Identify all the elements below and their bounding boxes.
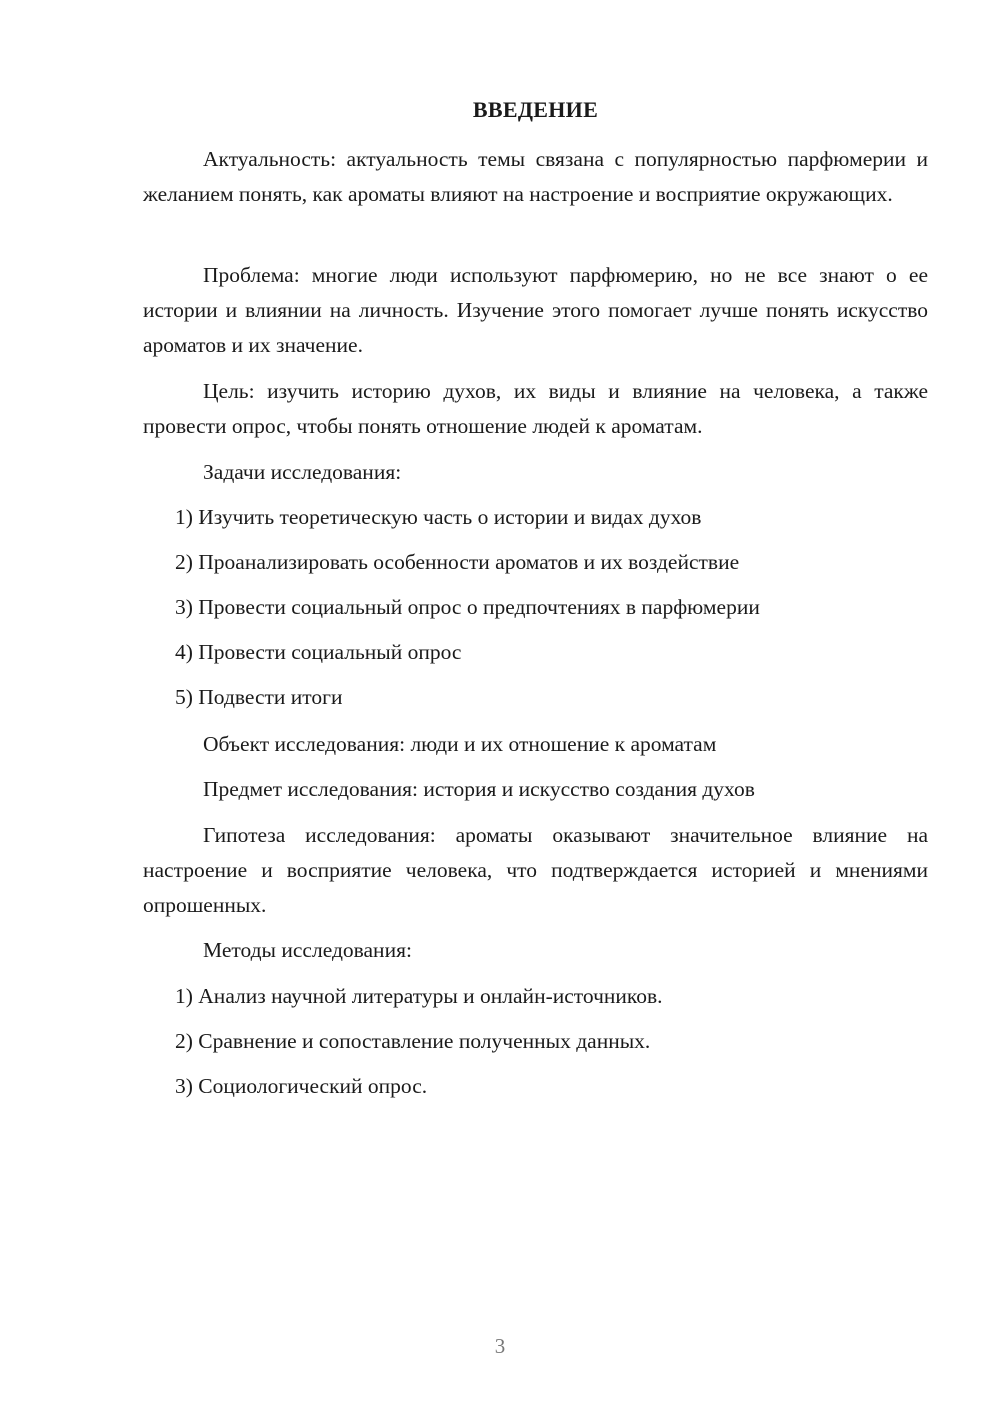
methods-title: Методы исследования: bbox=[203, 938, 412, 962]
section-heading: ВВЕДЕНИЕ bbox=[472, 97, 599, 122]
hypothesis-paragraph: Гипотеза исследования: ароматы оказывают значительное влияние на настроение и восприятие человека, что подтверждается историей и мнениями опрошенных. bbox=[143, 823, 928, 917]
task-item: 5) Подвести итоги bbox=[175, 685, 343, 709]
research-subject: Предмет исследования: история и искусство создания духов bbox=[203, 777, 755, 801]
relevance-paragraph: Актуальность: актуальность темы связана с популярностью парфюмерии и желанием понять, как ароматы влияют на настроение и восприятие окружающих. bbox=[143, 147, 928, 206]
task-item: 3) Провести социальный опрос о предпочтениях в парфюмерии bbox=[175, 595, 760, 619]
task-item: 2) Проанализировать особенности ароматов и их воздействие bbox=[175, 550, 740, 574]
method-item: 1) Анализ научной литературы и онлайн-источников. bbox=[175, 984, 663, 1008]
goal-paragraph: Цель: изучить историю духов, их виды и влияние на человека, а также провести опрос, чтобы понять отношение людей к ароматам. bbox=[143, 379, 928, 438]
page-number: 3 bbox=[494, 1334, 506, 1358]
research-object: Объект исследования: люди и их отношение к ароматам bbox=[203, 732, 717, 756]
task-item: 4) Провести социальный опрос bbox=[175, 640, 462, 664]
method-item: 3) Социологический опрос. bbox=[175, 1074, 428, 1098]
task-item: 1) Изучить теоретическую часть о истории и видах духов bbox=[175, 505, 702, 529]
method-item: 2) Сравнение и сопоставление полученных данных. bbox=[175, 1029, 651, 1053]
tasks-title: Задачи исследования: bbox=[203, 460, 402, 484]
problem-paragraph: Проблема: многие люди используют парфюмерию, но не все знают о ее истории и влиянии на личность. Изучение этого помогает лучше понять искусство ароматов и их значение. bbox=[143, 263, 928, 357]
